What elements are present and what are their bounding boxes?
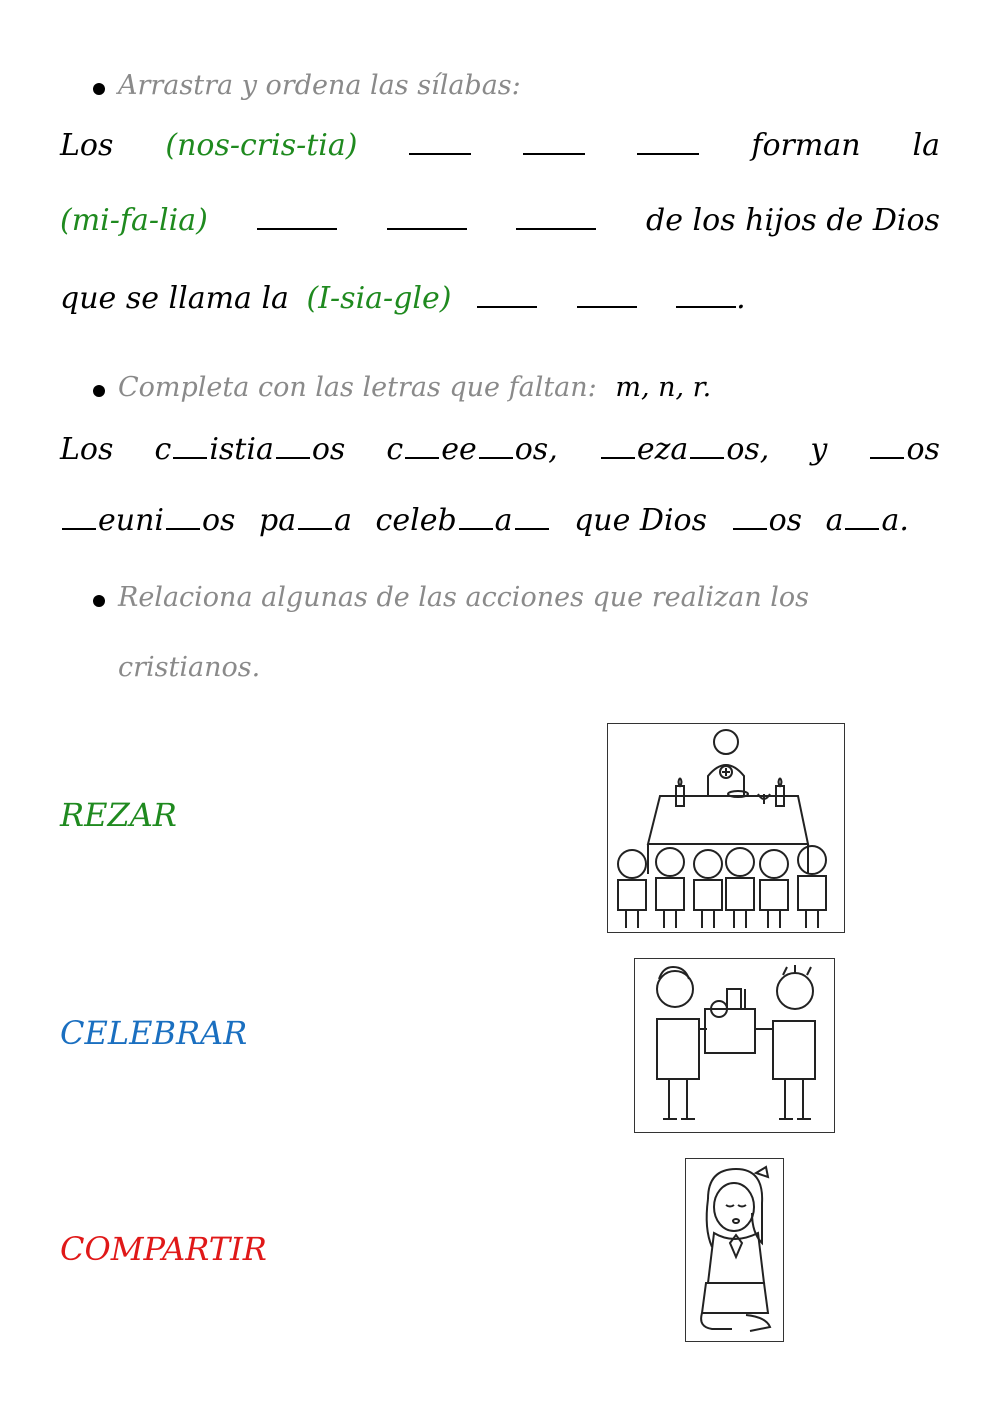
drop-blank-9[interactable] — [676, 304, 736, 308]
letter-blank[interactable] — [870, 455, 904, 459]
text-hijos-de-dios: de los hijos de Dios — [646, 203, 940, 238]
letter-blank[interactable] — [733, 526, 767, 530]
sharing-drawing — [635, 959, 834, 1132]
word-para: pa a — [259, 503, 352, 538]
word-la: la — [912, 128, 940, 163]
instruction-drag-order: Arrastra y ordena las sílabas: — [118, 70, 521, 101]
letter-blank[interactable] — [845, 526, 879, 530]
word-creemos: c ee os, — [386, 432, 558, 467]
word-los: Los — [60, 432, 114, 467]
word-y: y — [810, 432, 828, 467]
word-celebrar[interactable]: CELEBRAR — [60, 1014, 248, 1052]
praying-drawing — [686, 1159, 783, 1341]
text-que-dios: que Dios — [574, 503, 708, 538]
word-cristianos: c istia os — [154, 432, 346, 467]
period: . — [736, 281, 746, 316]
letter-blank[interactable] — [459, 526, 493, 530]
word-rezar[interactable]: REZAR — [60, 796, 177, 834]
word-nos: os — [868, 432, 939, 467]
letter-blank[interactable] — [166, 526, 200, 530]
instruction-complete-letters — [118, 372, 711, 403]
praying-girl-illustration[interactable] — [685, 1158, 784, 1342]
fill-line-2 — [60, 503, 909, 538]
letter-blank[interactable] — [479, 455, 513, 459]
letter-blank[interactable] — [515, 526, 549, 530]
instruction-relate-line2: cristianos. — [118, 652, 261, 683]
letter-blank[interactable] — [276, 455, 310, 459]
word-ama: a a. — [825, 503, 909, 538]
bullet-icon — [93, 83, 105, 95]
letter-blank[interactable] — [601, 455, 635, 459]
drop-blank-3[interactable] — [637, 151, 699, 155]
word-los: Los — [60, 128, 114, 163]
word-reunimos: euni os — [60, 503, 235, 538]
drop-blank-2[interactable] — [523, 151, 585, 155]
drop-blank-4[interactable] — [257, 226, 337, 230]
letter-blank[interactable] — [405, 455, 439, 459]
word-compartir[interactable]: COMPARTIR — [60, 1230, 267, 1268]
drop-blank-5[interactable] — [387, 226, 467, 230]
mass-drawing — [608, 724, 844, 932]
syllables-cristianos: (nos-cris-tia) — [165, 128, 358, 163]
instruction-text: Completa con las letras que faltan: — [118, 372, 597, 403]
word-rezamos: eza os, — [599, 432, 769, 467]
letters-hint: m, n, r. — [615, 372, 712, 403]
word-nos: os — [731, 503, 802, 538]
drop-blank-1[interactable] — [409, 151, 471, 155]
fill-line-1 — [60, 432, 940, 467]
drop-blank-6[interactable] — [516, 226, 596, 230]
sentence-line-2 — [60, 203, 940, 238]
drop-blank-8[interactable] — [577, 304, 637, 308]
sentence-line-3 — [60, 281, 746, 316]
letter-blank[interactable] — [62, 526, 96, 530]
bullet-icon — [93, 385, 105, 397]
letter-blank[interactable] — [173, 455, 207, 459]
syllables-familia: (mi-fa-lia) — [60, 203, 208, 238]
drop-blank-7[interactable] — [477, 304, 537, 308]
bullet-icon — [93, 595, 105, 607]
sentence-line-1 — [60, 128, 940, 163]
word-forman: forman — [751, 128, 861, 163]
letter-blank[interactable] — [298, 526, 332, 530]
letter-blank[interactable] — [690, 455, 724, 459]
syllables-iglesia: (I-sia-gle) — [306, 281, 452, 316]
text-que-se-llama: que se llama la — [60, 281, 289, 316]
word-celebrar: celeb a — [376, 503, 551, 538]
sharing-illustration[interactable] — [634, 958, 835, 1133]
instruction-relate-line1: Relaciona algunas de las acciones que realizan los — [118, 582, 810, 613]
mass-illustration[interactable] — [607, 723, 845, 933]
